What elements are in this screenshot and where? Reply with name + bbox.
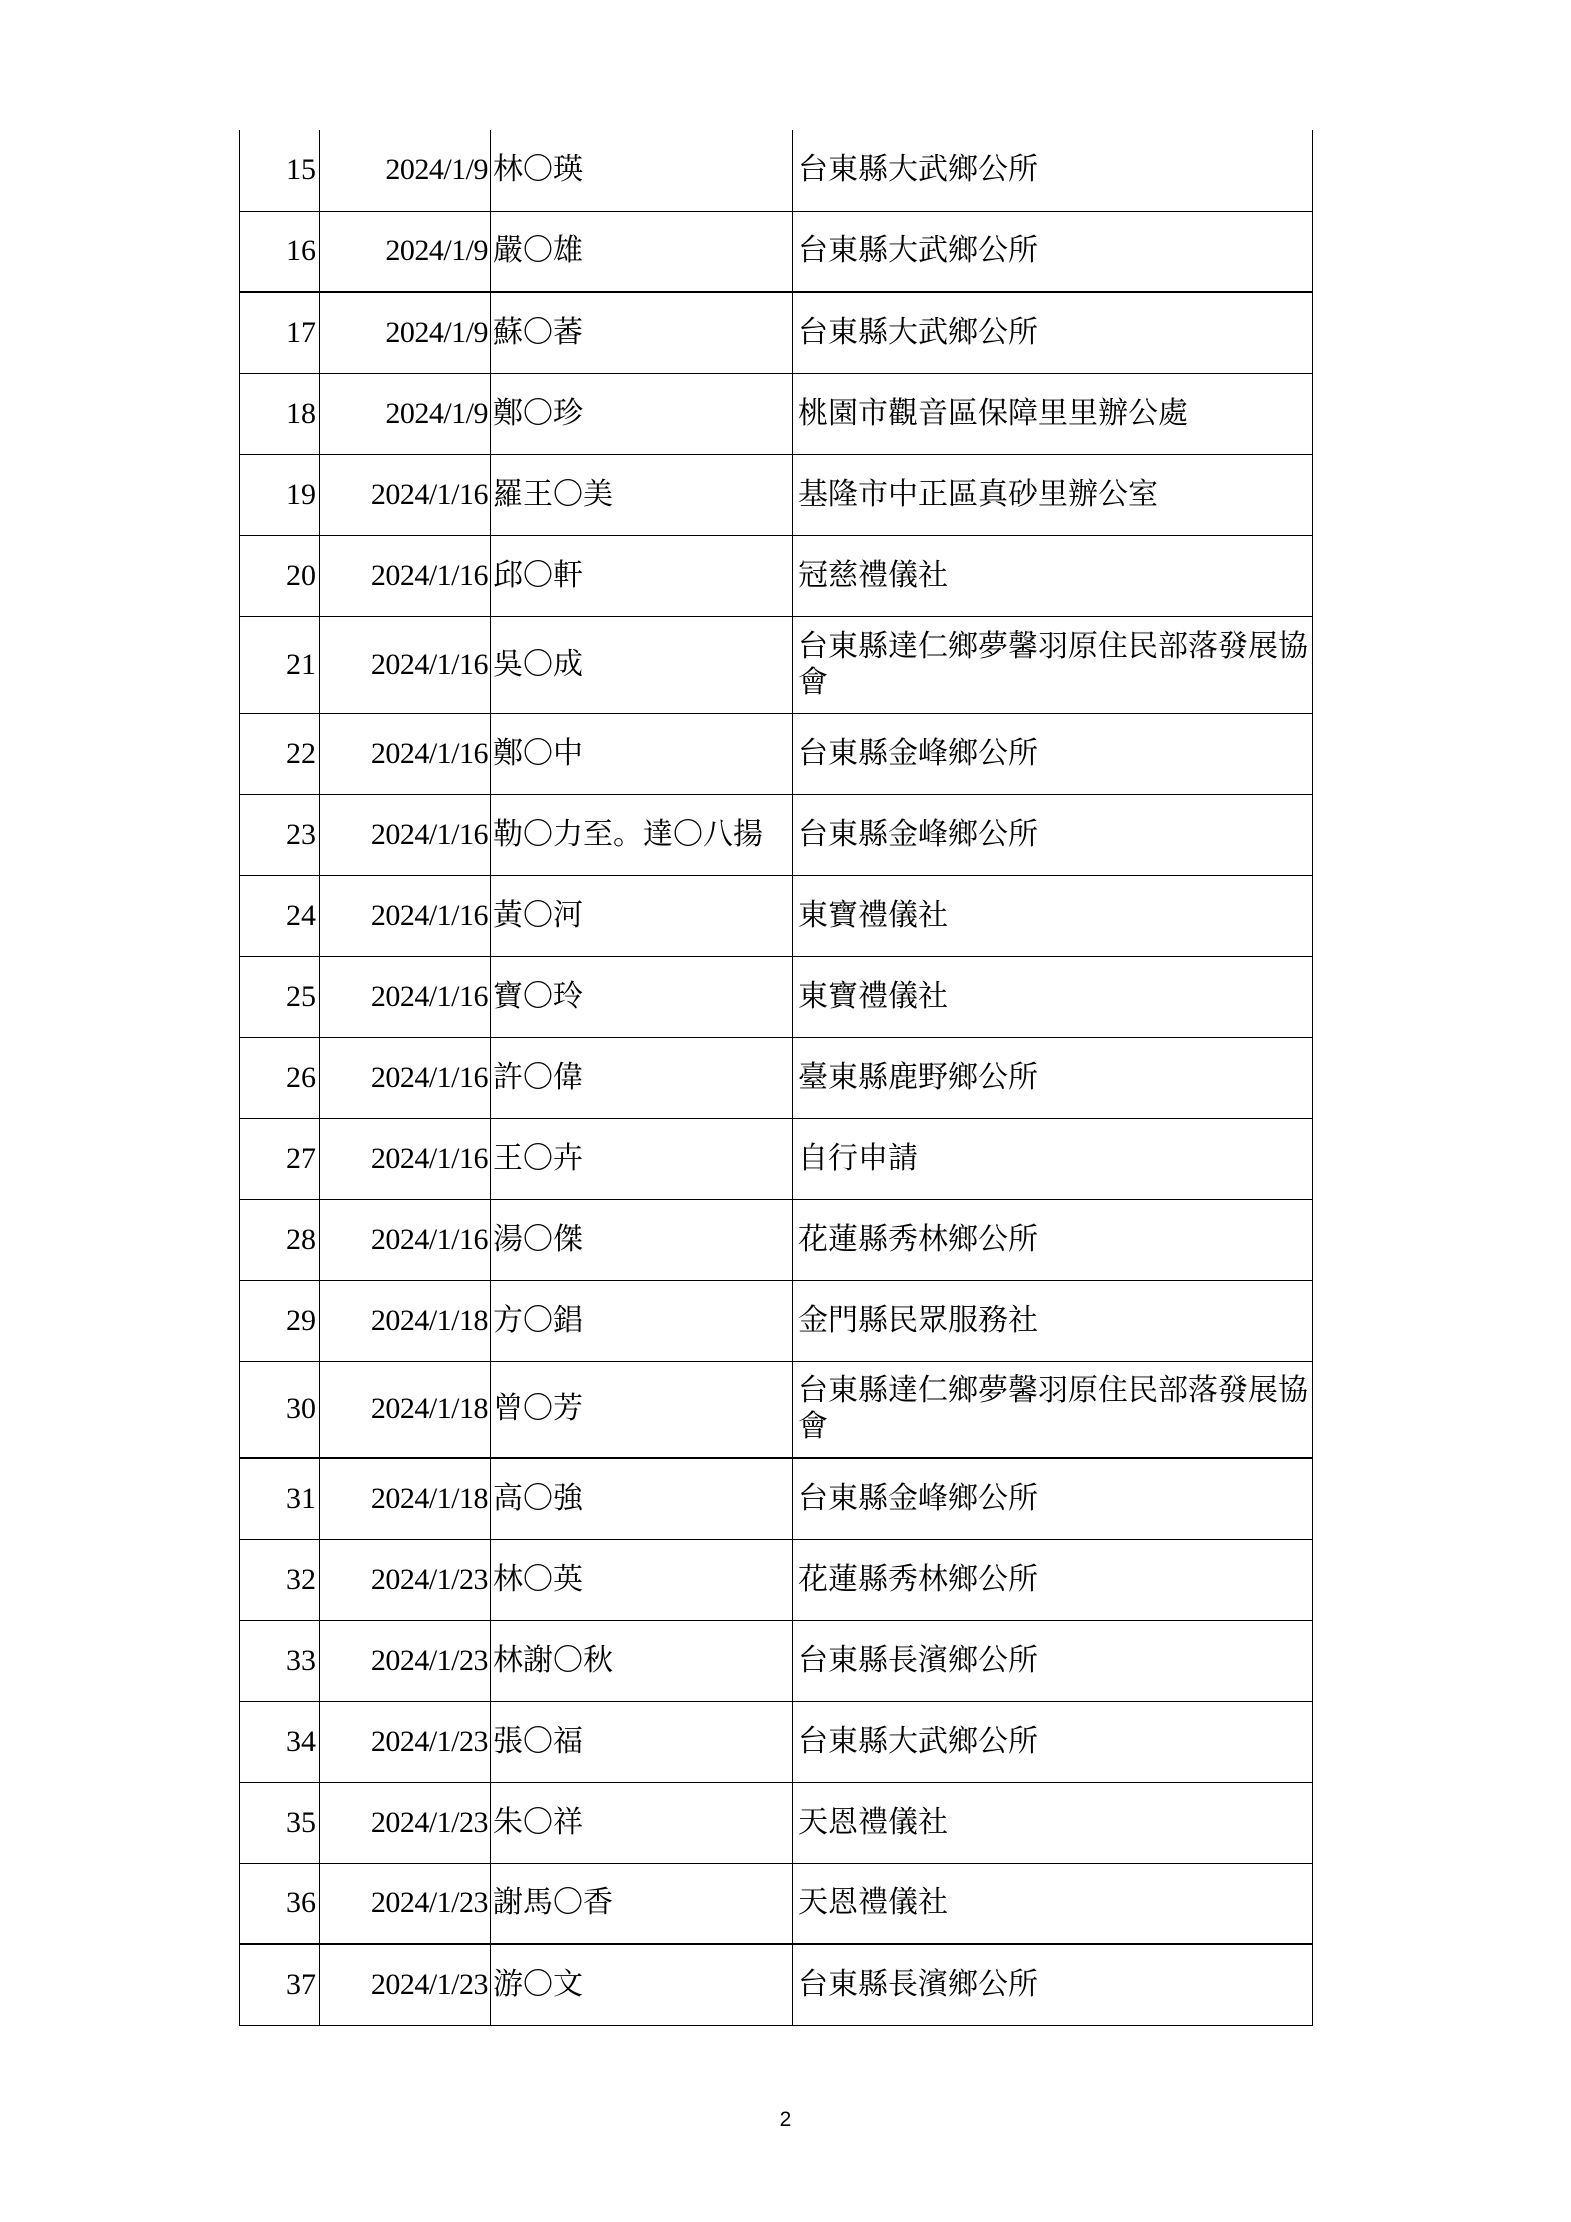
row-organization: 臺東縣鹿野鄉公所 (793, 1037, 1313, 1118)
row-name: 吳〇成 (491, 616, 793, 713)
row-organization: 台東縣金峰鄉公所 (793, 713, 1313, 794)
row-number: 28 (240, 1199, 320, 1280)
row-organization: 台東縣長濱鄉公所 (793, 1620, 1313, 1701)
table-row (240, 616, 1313, 713)
row-date: 2024/1/23 (320, 1620, 491, 1701)
table-row (240, 211, 1313, 292)
table-row (240, 713, 1313, 794)
row-date: 2024/1/18 (320, 1280, 491, 1361)
row-organization: 基隆市中正區真砂里辦公室 (793, 454, 1313, 535)
row-name: 羅王〇美 (491, 454, 793, 535)
row-date: 2024/1/16 (320, 713, 491, 794)
row-number: 22 (240, 713, 320, 794)
row-name: 方〇錩 (491, 1280, 793, 1361)
row-name: 王〇卉 (491, 1118, 793, 1199)
table-row (240, 1037, 1313, 1118)
row-date: 2024/1/16 (320, 1037, 491, 1118)
row-date: 2024/1/18 (320, 1458, 491, 1539)
record-table (239, 130, 1313, 2026)
row-date: 2024/1/16 (320, 956, 491, 1037)
row-date: 2024/1/23 (320, 1782, 491, 1863)
row-organization: 花蓮縣秀林鄉公所 (793, 1539, 1313, 1620)
row-number: 24 (240, 875, 320, 956)
row-organization: 台東縣大武鄉公所 (793, 1701, 1313, 1782)
table-row (240, 292, 1313, 373)
row-date: 2024/1/23 (320, 1701, 491, 1782)
row-number: 21 (240, 616, 320, 713)
row-name: 湯〇傑 (491, 1199, 793, 1280)
row-number: 17 (240, 292, 320, 373)
row-organization: 花蓮縣秀林鄉公所 (793, 1199, 1313, 1280)
row-organization: 自行申請 (793, 1118, 1313, 1199)
row-organization: 東寶禮儀社 (793, 956, 1313, 1037)
row-number: 25 (240, 956, 320, 1037)
row-organization: 冠慈禮儀社 (793, 535, 1313, 616)
row-name: 邱〇軒 (491, 535, 793, 616)
row-number: 33 (240, 1620, 320, 1701)
row-date: 2024/1/18 (320, 1361, 491, 1458)
row-number: 16 (240, 211, 320, 292)
table-row (240, 1701, 1313, 1782)
row-name: 張〇福 (491, 1701, 793, 1782)
row-date: 2024/1/16 (320, 1118, 491, 1199)
row-number: 35 (240, 1782, 320, 1863)
table-row (240, 1782, 1313, 1863)
table-row (240, 1863, 1313, 1944)
row-name: 嚴〇雄 (491, 211, 793, 292)
row-date: 2024/1/16 (320, 794, 491, 875)
table-row (240, 1539, 1313, 1620)
table-row (240, 454, 1313, 535)
row-date: 2024/1/23 (320, 1944, 491, 2025)
row-number: 18 (240, 373, 320, 454)
row-date: 2024/1/16 (320, 1199, 491, 1280)
row-name: 勒〇力至。達〇八揚 (491, 794, 793, 875)
row-name: 林〇英 (491, 1539, 793, 1620)
row-name: 許〇偉 (491, 1037, 793, 1118)
table-row (240, 794, 1313, 875)
row-name: 朱〇祥 (491, 1782, 793, 1863)
row-date: 2024/1/16 (320, 535, 491, 616)
row-organization: 桃園市觀音區保障里里辦公處 (793, 373, 1313, 454)
table-row (240, 1199, 1313, 1280)
row-organization: 台東縣大武鄉公所 (793, 211, 1313, 292)
row-organization: 台東縣金峰鄉公所 (793, 1458, 1313, 1539)
row-number: 20 (240, 535, 320, 616)
row-organization: 台東縣達仁鄉夢馨羽原住民部落發展協會 (793, 1361, 1313, 1458)
table-row (240, 535, 1313, 616)
row-organization: 台東縣金峰鄉公所 (793, 794, 1313, 875)
table-row (240, 875, 1313, 956)
row-date: 2024/1/23 (320, 1863, 491, 1944)
row-number: 31 (240, 1458, 320, 1539)
table-row (240, 373, 1313, 454)
row-name: 謝馬〇香 (491, 1863, 793, 1944)
row-number: 26 (240, 1037, 320, 1118)
row-date: 2024/1/9 (320, 373, 491, 454)
table-row (240, 1944, 1313, 2025)
row-date: 2024/1/23 (320, 1539, 491, 1620)
row-number: 23 (240, 794, 320, 875)
table-row (240, 1280, 1313, 1361)
row-number: 34 (240, 1701, 320, 1782)
row-organization: 東寶禮儀社 (793, 875, 1313, 956)
table-row (240, 1361, 1313, 1458)
row-date: 2024/1/16 (320, 616, 491, 713)
row-organization: 台東縣大武鄉公所 (793, 292, 1313, 373)
row-organization: 天恩禮儀社 (793, 1863, 1313, 1944)
row-name: 曾〇芳 (491, 1361, 793, 1458)
row-name: 林〇瑛 (491, 130, 793, 211)
table-row (240, 956, 1313, 1037)
row-name: 鄭〇珍 (491, 373, 793, 454)
row-number: 19 (240, 454, 320, 535)
row-date: 2024/1/16 (320, 875, 491, 956)
row-name: 高〇強 (491, 1458, 793, 1539)
row-name: 游〇文 (491, 1944, 793, 2025)
row-number: 29 (240, 1280, 320, 1361)
row-organization: 台東縣大武鄉公所 (793, 130, 1313, 211)
row-name: 寶〇玲 (491, 956, 793, 1037)
row-organization: 金門縣民眾服務社 (793, 1280, 1313, 1361)
row-name: 蘇〇萫 (491, 292, 793, 373)
row-number: 27 (240, 1118, 320, 1199)
row-organization: 台東縣長濱鄉公所 (793, 1944, 1313, 2025)
row-date: 2024/1/16 (320, 454, 491, 535)
table-row (240, 130, 1313, 211)
row-name: 林謝〇秋 (491, 1620, 793, 1701)
row-name: 黃〇河 (491, 875, 793, 956)
table-row (240, 1458, 1313, 1539)
row-number: 15 (240, 130, 320, 211)
row-date: 2024/1/9 (320, 130, 491, 211)
row-number: 36 (240, 1863, 320, 1944)
row-organization: 天恩禮儀社 (793, 1782, 1313, 1863)
page-number: 2 (779, 2108, 792, 2131)
table-row (240, 1118, 1313, 1199)
row-number: 32 (240, 1539, 320, 1620)
row-date: 2024/1/9 (320, 211, 491, 292)
table-row (240, 1620, 1313, 1701)
row-name: 鄭〇中 (491, 713, 793, 794)
row-number: 30 (240, 1361, 320, 1458)
row-organization: 台東縣達仁鄉夢馨羽原住民部落發展協會 (793, 616, 1313, 713)
row-number: 37 (240, 1944, 320, 2025)
row-date: 2024/1/9 (320, 292, 491, 373)
